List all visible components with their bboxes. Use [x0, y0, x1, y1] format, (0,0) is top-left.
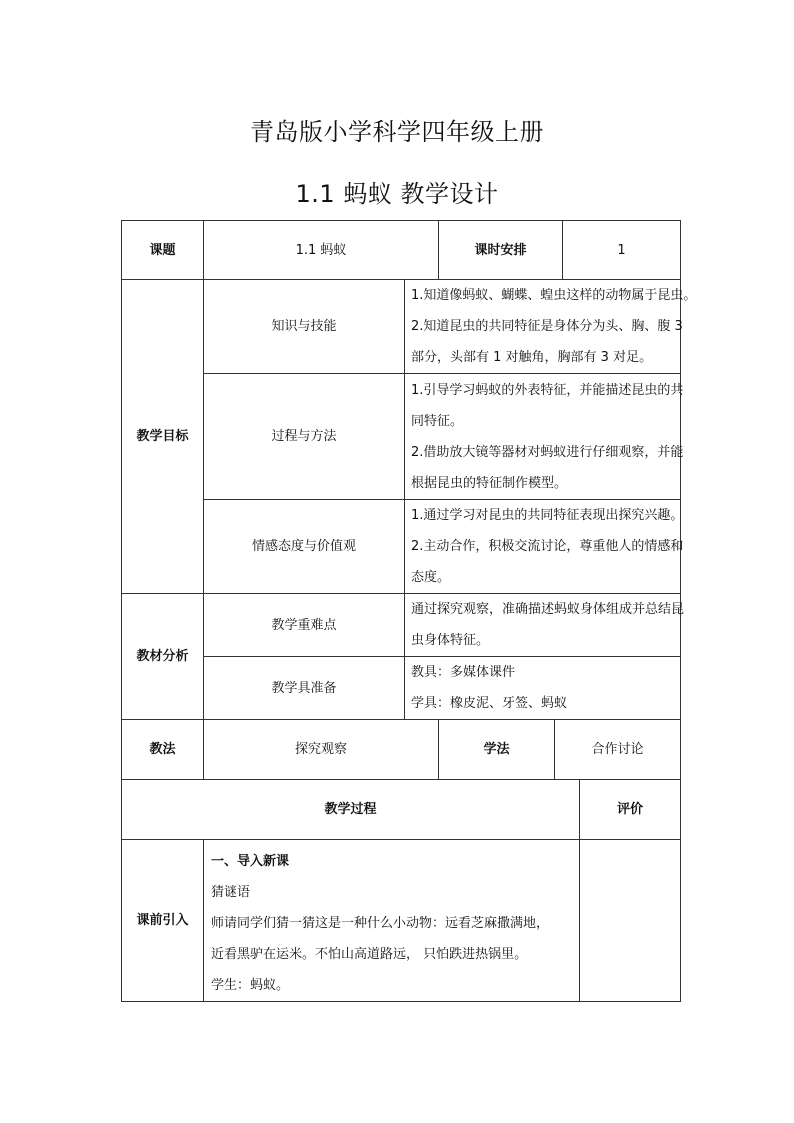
lesson-plan-table [121, 220, 697, 1002]
document-title: 青岛版小学科学四年级上册 [250, 118, 544, 146]
schedule-label: 课时安排 [439, 221, 563, 280]
goal-name-attitude: 情感态度与价值观 [204, 500, 405, 594]
intro-line: 学生：蚂蚁。 [211, 978, 290, 993]
goal-line: 同特征。 [411, 413, 464, 429]
goal-line: 2.借助放大镜等器材对蚂蚁进行仔细观察，并能 [411, 444, 684, 460]
methods-row [122, 720, 681, 780]
goal-row-attitude [122, 500, 681, 594]
goals-label: 教学目标 [122, 280, 204, 594]
intro-content [204, 840, 580, 1002]
material-line: 通过探究观察，准确描述蚂蚁身体组成并总结昆 [411, 602, 685, 617]
material-row-tools [122, 657, 681, 720]
materials-label: 教材分析 [122, 594, 204, 720]
goal-row-process [122, 374, 681, 500]
learn-method-value: 合作讨论 [555, 720, 681, 780]
schedule-value: 1 [563, 221, 681, 280]
process-header-row [122, 780, 681, 840]
goal-line: 根据昆虫的特征制作模型。 [411, 475, 568, 491]
intro-label: 课前引入 [122, 840, 204, 1002]
intro-line: 师请同学们猜一猜这是一种什么小动物：远看芝麻撒满地， [211, 916, 550, 931]
material-text-keypoints [405, 594, 685, 657]
intro-evaluation-cell [580, 840, 681, 1002]
goal-text-attitude [405, 500, 684, 594]
goal-text-process [405, 374, 684, 500]
material-row-keypoints [122, 594, 681, 657]
material-name-keypoints: 教学重难点 [204, 594, 405, 657]
learn-method-label: 学法 [439, 720, 555, 780]
goal-name-process: 过程与方法 [204, 374, 405, 500]
document-subtitle: 1.1 蚂蚁 教学设计 [295, 180, 499, 208]
goal-line: 1.通过学习对昆虫的共同特征表现出探究兴趣。 [411, 508, 684, 523]
topic-value: 1.1 蚂蚁 [204, 221, 439, 280]
goal-line: 部分，头部有 1 对触角，胸部有 3 对足。 [411, 350, 653, 365]
process-header: 教学过程 [122, 780, 580, 840]
intro-line: 近看黑驴在运米。不怕山高道路远， 只怕跌进热锅里。 [211, 947, 528, 962]
teach-method-value: 探究观察 [204, 720, 439, 780]
goal-text-knowledge [405, 280, 697, 374]
topic-row [122, 221, 681, 280]
topic-label: 课题 [122, 221, 204, 280]
intro-line: 猜谜语 [211, 885, 251, 900]
goal-name-knowledge: 知识与技能 [204, 280, 405, 374]
goal-line: 1.引导学习蚂蚁的外表特征，并能描述昆虫的共 [411, 382, 684, 398]
goal-line: 2.主动合作，积极交流讨论，尊重他人的情感和 [411, 539, 684, 554]
evaluation-header: 评价 [580, 780, 681, 840]
goal-line: 态度。 [411, 570, 451, 585]
goal-line: 1.知道像蚂蚁、蝴蝶、蝗虫这样的动物属于昆虫。 [411, 288, 697, 303]
intro-row [122, 840, 681, 1002]
goal-row-knowledge [122, 280, 681, 374]
material-name-tools: 教学具准备 [204, 657, 405, 720]
material-line: 教具：多媒体课件 [411, 665, 516, 680]
material-line: 虫身体特征。 [411, 633, 490, 648]
goal-line: 2.知道昆虫的共同特征是身体分为头、胸、腹 3 [411, 319, 683, 334]
intro-heading: 一、导入新课 [211, 854, 290, 869]
teach-method-label: 教法 [122, 720, 204, 780]
material-line: 学具：橡皮泥、牙签、蚂蚁 [411, 696, 568, 711]
material-text-tools [405, 657, 681, 720]
